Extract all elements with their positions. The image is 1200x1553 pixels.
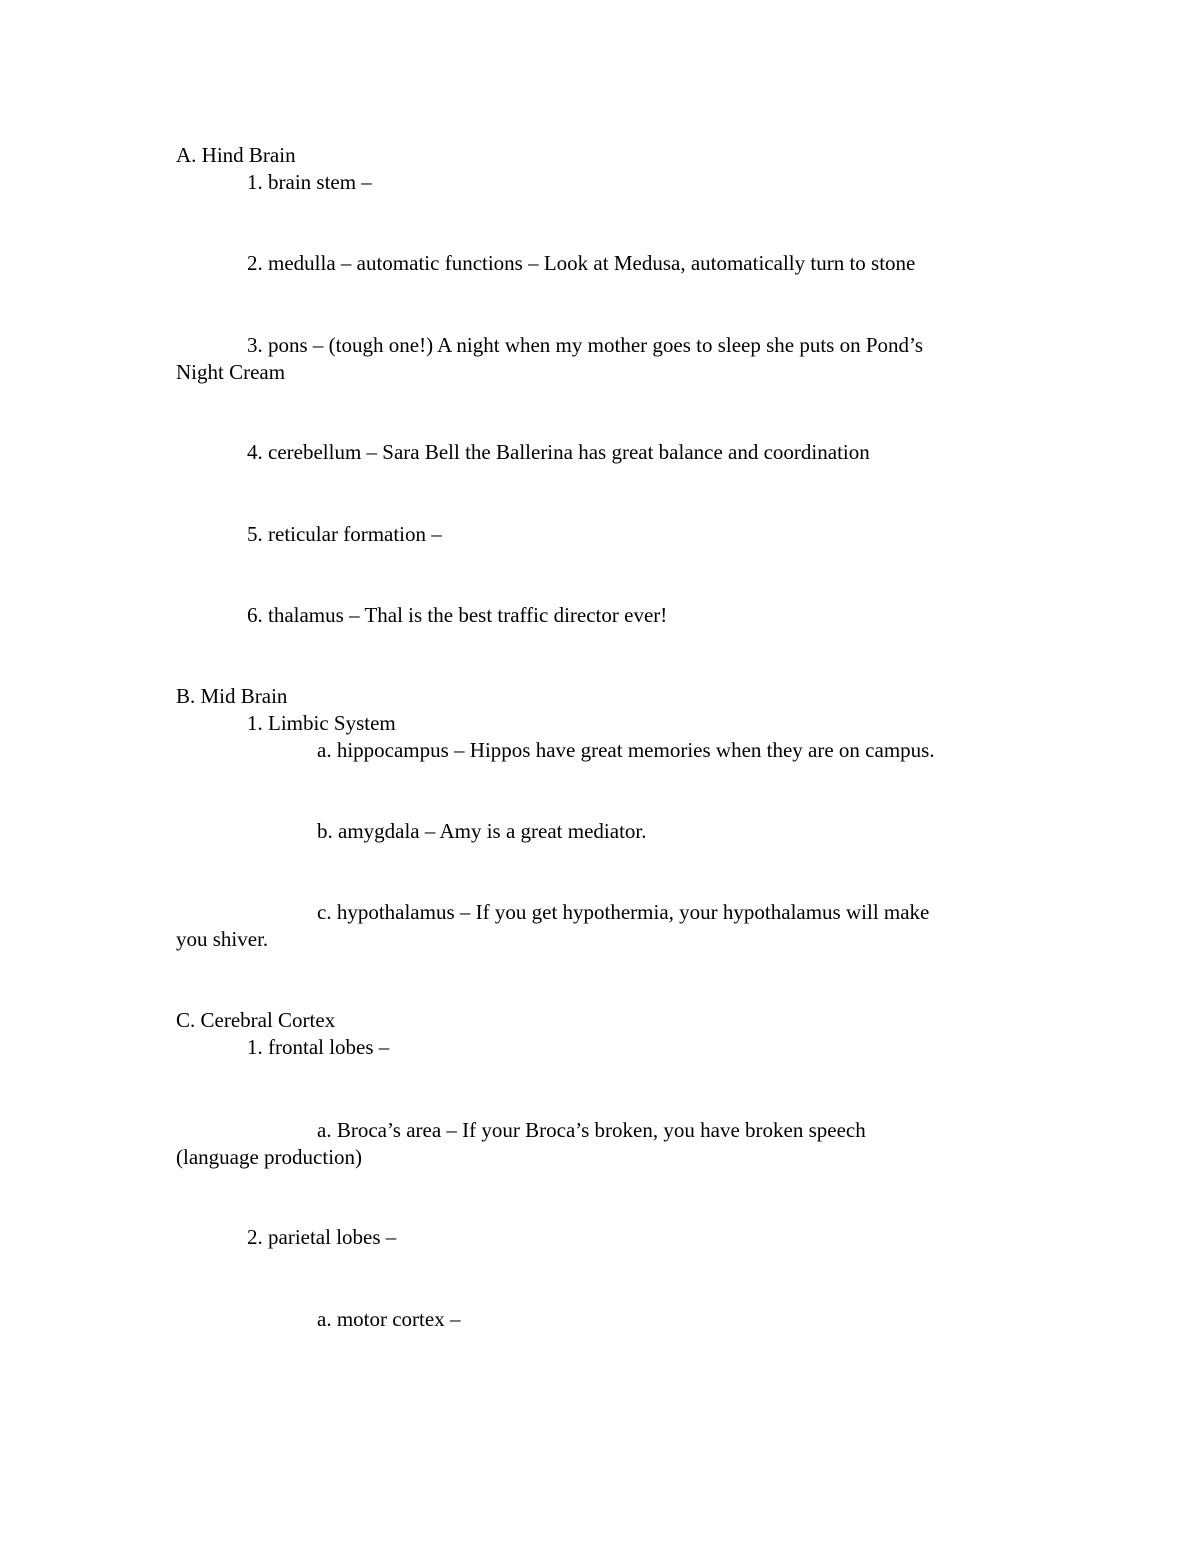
list-item-reticular-formation: 5. reticular formation –	[247, 522, 442, 546]
list-item-parietal-lobes: 2. parietal lobes –	[247, 1225, 397, 1249]
list-item-brain-stem: 1. brain stem –	[247, 170, 372, 194]
list-item-amygdala: b. amygdala – Amy is a great mediator.	[317, 819, 647, 843]
list-item-motor-cortex: a. motor cortex –	[317, 1307, 461, 1331]
list-item-cerebellum: 4. cerebellum – Sara Bell the Ballerina has great balance and coordination	[247, 440, 870, 464]
subheading-limbic-system: 1. Limbic System	[247, 711, 396, 735]
section-heading-hind-brain: A. Hind Brain	[176, 143, 296, 167]
section-heading-mid-brain: B. Mid Brain	[176, 684, 288, 708]
list-item-hypothalamus-continued: you shiver.	[176, 927, 269, 951]
list-item-frontal-lobes: 1. frontal lobes –	[247, 1035, 390, 1059]
list-item-brocas-area: a. Broca’s area – If your Broca’s broken, you have broken speech	[317, 1118, 866, 1142]
list-item-pons-continued: Night Cream	[176, 360, 286, 384]
list-item-hippocampus: a. hippocampus – Hippos have great memories when they are on campus.	[317, 738, 935, 762]
section-heading-cerebral-cortex: C. Cerebral Cortex	[176, 1008, 336, 1032]
list-item-hypothalamus: c. hypothalamus – If you get hypothermia, your hypothalamus will make	[317, 900, 930, 924]
list-item-brocas-area-continued: (language production)	[176, 1145, 363, 1169]
list-item-thalamus: 6. thalamus – Thal is the best traffic director ever!	[247, 603, 668, 627]
list-item-pons: 3. pons – (tough one!) A night when my mother goes to sleep she puts on Pond’s	[247, 333, 924, 357]
list-item-medulla: 2. medulla – automatic functions – Look at Medusa, automatically turn to stone	[247, 251, 916, 275]
